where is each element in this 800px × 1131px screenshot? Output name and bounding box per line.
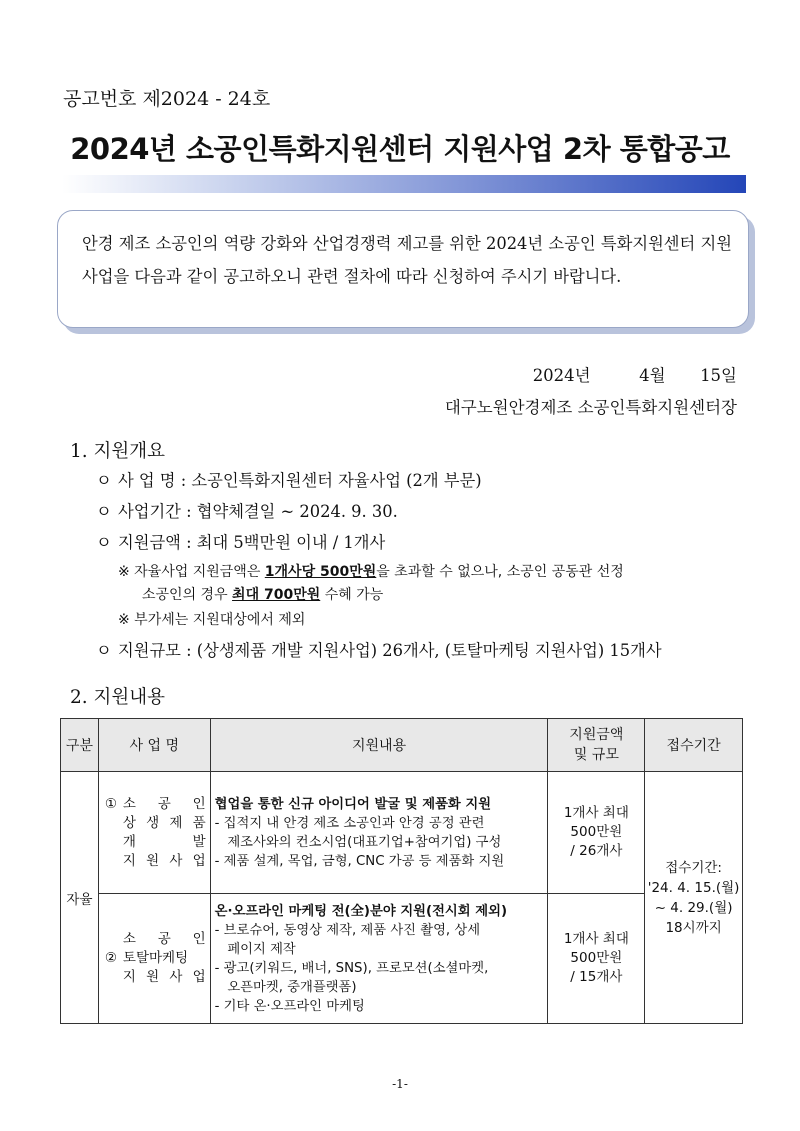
table-row bbox=[61, 894, 743, 1024]
bullet-icon: ㅇ bbox=[96, 533, 112, 552]
note-text: 소공인의 경우 bbox=[142, 587, 233, 603]
business-name-line: 토탈마케팅 bbox=[122, 950, 189, 966]
business-name-line: 지 원 사 업 bbox=[122, 852, 206, 869]
number-icon: ② bbox=[104, 950, 118, 966]
notice-number: 공고번호 제2024 - 24호 bbox=[63, 88, 271, 110]
amount-note-line1 bbox=[118, 561, 624, 581]
header-period: 접수기간 bbox=[645, 719, 743, 772]
section2-number: 2. bbox=[70, 687, 88, 708]
overview-item-period bbox=[96, 498, 398, 522]
amount-cell bbox=[548, 894, 645, 1024]
content-line: - 기타 온·오프라인 마케팅 bbox=[214, 998, 365, 1014]
note-text: 수혜 가능 bbox=[320, 587, 384, 603]
header-category: 구분 bbox=[61, 719, 99, 772]
content-title: 협업을 통한 신규 아이디어 발굴 및 제품화 지원 bbox=[214, 796, 492, 812]
content-line: - 집적지 내 안경 제조 소공인과 안경 공정 관련 bbox=[214, 815, 485, 831]
note-highlight: 최대 700만원 bbox=[232, 587, 321, 603]
content-title: 온·오프라인 마케팅 전(全)분야 지원(전시회 제외) bbox=[214, 903, 508, 919]
date-year: 2024년 bbox=[532, 366, 591, 385]
page-number: -1- bbox=[392, 1077, 408, 1091]
amount-note-line2 bbox=[142, 584, 383, 604]
date-month: 4월 bbox=[639, 366, 666, 385]
business-name-line: 개 발 bbox=[122, 833, 206, 850]
overview-item-amount bbox=[96, 529, 385, 553]
note-text: ※ 자율사업 지원금액은 bbox=[118, 564, 265, 580]
organization-name: 대구노원안경제조 소공인특화지원센터장 bbox=[444, 398, 737, 417]
content-cell bbox=[210, 772, 548, 894]
number-icon: ① bbox=[104, 795, 118, 812]
period-line: 접수기간: bbox=[665, 859, 722, 876]
table-header-row bbox=[61, 719, 743, 772]
content-line: 페이지 제작 bbox=[214, 941, 296, 957]
note-highlight: 1개사당 500만원 bbox=[264, 564, 377, 580]
business-name-line: 소 공 인 bbox=[122, 931, 206, 947]
note-text: 을 초과할 수 없으나, 소공인 공동관 선정 bbox=[376, 564, 624, 580]
amount-cell bbox=[548, 772, 645, 894]
header-content: 지원내용 bbox=[210, 719, 548, 772]
section2-title: 지원내용 bbox=[93, 687, 166, 708]
overview-item-text: 사업기간 : 협약체결일 ~ 2024. 9. 30. bbox=[118, 502, 398, 521]
amount-line: / 26개사 bbox=[570, 843, 623, 859]
header-business-name: 사 업 명 bbox=[98, 719, 210, 772]
amount-line: 1개사 최대 bbox=[563, 805, 629, 821]
content-line: - 제품 설계, 목업, 금형, CNC 가공 등 제품화 지원 bbox=[214, 853, 505, 869]
content-line: 오픈마켓, 중개플랫폼) bbox=[214, 979, 357, 995]
bullet-icon: ㅇ bbox=[96, 502, 112, 521]
overview-item-scale bbox=[96, 637, 662, 661]
amount-line: 500만원 bbox=[570, 950, 623, 966]
period-cell bbox=[645, 772, 743, 1024]
amount-line: / 15개사 bbox=[570, 969, 623, 985]
bullet-icon: ㅇ bbox=[96, 471, 112, 490]
announcement-date bbox=[533, 362, 737, 386]
business-name-cell bbox=[98, 894, 210, 1024]
vat-note: ※ 부가세는 지원대상에서 제외 bbox=[118, 612, 306, 628]
header-amount: 지원금액 및 규모 bbox=[548, 719, 645, 772]
content-cell bbox=[210, 894, 548, 1024]
category-cell: 자율 bbox=[61, 772, 99, 1024]
date-day: 15일 bbox=[700, 366, 737, 385]
bullet-icon: ㅇ bbox=[96, 641, 112, 660]
content-line: 제조사와의 컨소시엄(대표기업+참여기업) 구성 bbox=[214, 834, 502, 850]
business-name-line: 지 원 사 업 bbox=[122, 969, 206, 985]
period-line: 18시까지 bbox=[665, 919, 722, 936]
period-line: '24. 4. 15.(월) bbox=[647, 879, 740, 896]
intro-text: 안경 제조 소공인의 역량 강화와 산업경쟁력 제고를 위한 2024년 소공인 특화지원센터 지원사업을 다음과 같이 공고하오니 관련 절차에 따라 신청하여 주시기 바랍니다. bbox=[82, 234, 732, 286]
overview-item-text: 지원금액 : 최대 5백만원 이내 / 1개사 bbox=[118, 533, 386, 552]
business-name-line: 소 공 인 bbox=[122, 795, 206, 812]
content-line: - 브로슈어, 동영상 제작, 제품 사진 촬영, 상세 bbox=[214, 922, 481, 938]
section2-heading bbox=[70, 683, 165, 709]
title-gradient-bar bbox=[62, 175, 746, 193]
business-name-line: 상 생 제 품 bbox=[122, 814, 206, 831]
amount-line: 1개사 최대 bbox=[563, 931, 629, 947]
section1-heading bbox=[70, 437, 165, 463]
overview-item-name bbox=[96, 467, 482, 491]
business-name-cell bbox=[98, 772, 210, 894]
overview-item-text: 사 업 명 : 소공인특화지원센터 자율사업 (2개 부문) bbox=[118, 471, 482, 490]
content-line: - 광고(키워드, 배너, SNS), 프로모션(소셜마켓, bbox=[214, 960, 489, 976]
amount-line: 500만원 bbox=[570, 824, 623, 840]
document-title: 2024년 소공인특화지원센터 지원사업 2차 통합공고 bbox=[70, 132, 730, 166]
section1-number: 1. bbox=[70, 441, 88, 462]
period-line: ~ 4. 29.(월) bbox=[654, 899, 733, 916]
table-row bbox=[61, 772, 743, 894]
section1-title: 지원개요 bbox=[93, 441, 166, 462]
overview-item-text: 지원규모 : (상생제품 개발 지원사업) 26개사, (토탈마케팅 지원사업) 15개사 bbox=[118, 641, 662, 660]
support-table bbox=[60, 718, 743, 1024]
